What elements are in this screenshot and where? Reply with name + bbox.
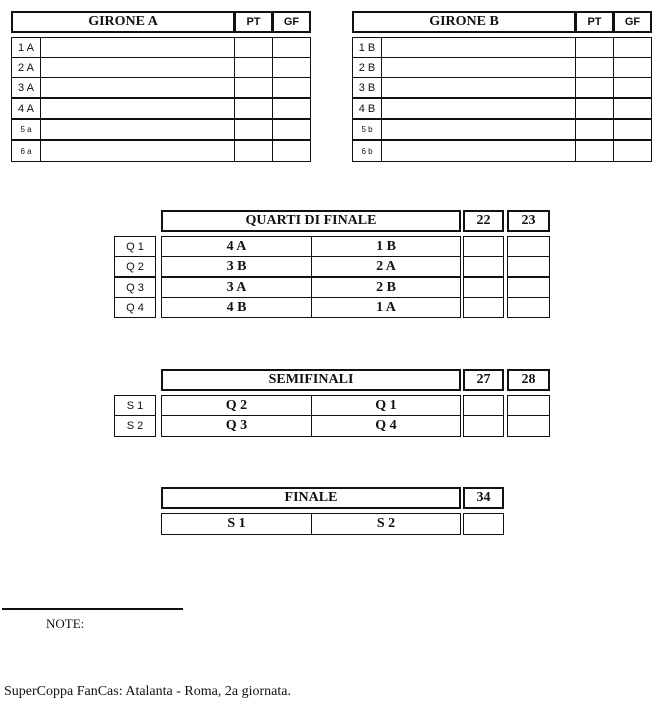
group-a-team-cell[interactable]	[40, 37, 235, 58]
group-b-gf-cell[interactable]	[613, 140, 652, 162]
group-b-row-label: 3 B	[352, 77, 382, 98]
quarter-home-team: 4 A	[161, 236, 312, 257]
group-b-row-label: 5 b	[352, 119, 382, 140]
quarter-away-team: 1 A	[311, 297, 461, 318]
quarter-score-22-cell[interactable]	[463, 256, 504, 277]
group-a-row-label: 2 A	[11, 57, 41, 78]
group-a-gf-cell[interactable]	[272, 140, 311, 162]
group-b-gf-cell[interactable]	[613, 37, 652, 58]
quarter-score-23-cell[interactable]	[507, 297, 550, 318]
notes-label: NOTE:	[46, 616, 85, 631]
quarter-home-team: 3 A	[161, 277, 312, 298]
semi-away-team: Q 1	[311, 395, 461, 416]
group-b-gf-cell[interactable]	[613, 77, 652, 98]
group-a-gf-cell[interactable]	[272, 77, 311, 98]
group-a-gf-cell[interactable]	[272, 119, 311, 140]
group-a-team-cell[interactable]	[40, 119, 235, 140]
group-a-row-label: 1 A	[11, 37, 41, 58]
final-away-team: S 2	[311, 513, 461, 535]
quarter-score-23-cell[interactable]	[507, 277, 550, 298]
group-a-pt-header: PT	[234, 11, 273, 33]
notes-divider	[2, 608, 183, 610]
quarter-label: Q 1	[114, 236, 156, 257]
quarter-label: Q 3	[114, 277, 156, 298]
group-b-pt-cell[interactable]	[575, 140, 614, 162]
group-b-team-cell[interactable]	[381, 140, 576, 162]
semi-score-27-cell[interactable]	[463, 415, 504, 437]
group-a-gf-cell[interactable]	[272, 98, 311, 119]
group-a-pt-cell[interactable]	[234, 57, 273, 78]
group-b-pt-cell[interactable]	[575, 119, 614, 140]
quarters-col-22-header: 22	[463, 210, 504, 232]
group-b-team-cell[interactable]	[381, 119, 576, 140]
group-b-title: GIRONE B	[352, 11, 576, 33]
group-b-team-cell[interactable]	[381, 57, 576, 78]
quarter-score-23-cell[interactable]	[507, 256, 550, 277]
group-a-team-cell[interactable]	[40, 77, 235, 98]
group-a-title: GIRONE A	[11, 11, 235, 33]
group-a-pt-cell[interactable]	[234, 98, 273, 119]
quarter-score-22-cell[interactable]	[463, 297, 504, 318]
quarter-label: Q 2	[114, 256, 156, 277]
group-b-gf-header: GF	[613, 11, 652, 33]
quarter-away-team: 2 A	[311, 256, 461, 277]
group-b-pt-cell[interactable]	[575, 37, 614, 58]
semi-score-28-cell[interactable]	[507, 395, 550, 416]
final-col-34-header: 34	[463, 487, 504, 509]
semi-score-27-cell[interactable]	[463, 395, 504, 416]
semis-col-28-header: 28	[507, 369, 550, 391]
quarters-title: QUARTI DI FINALE	[161, 210, 461, 232]
final-title: FINALE	[161, 487, 461, 509]
semi-home-team: Q 2	[161, 395, 312, 416]
group-b-pt-cell[interactable]	[575, 57, 614, 78]
quarter-score-23-cell[interactable]	[507, 236, 550, 257]
footer-caption: SuperCoppa FanCas: Atalanta - Roma, 2a giornata.	[4, 684, 291, 699]
semi-label: S 1	[114, 395, 156, 416]
group-a-gf-cell[interactable]	[272, 57, 311, 78]
group-b-row-label: 2 B	[352, 57, 382, 78]
quarter-label: Q 4	[114, 297, 156, 318]
semi-home-team: Q 3	[161, 415, 312, 437]
group-a-team-cell[interactable]	[40, 57, 235, 78]
group-b-gf-cell[interactable]	[613, 98, 652, 119]
group-a-row-label: 4 A	[11, 98, 41, 119]
group-a-row-label: 3 A	[11, 77, 41, 98]
group-a-pt-cell[interactable]	[234, 77, 273, 98]
group-b-row-label: 4 B	[352, 98, 382, 119]
group-a-pt-cell[interactable]	[234, 140, 273, 162]
semis-col-27-header: 27	[463, 369, 504, 391]
group-b-row-label: 1 B	[352, 37, 382, 58]
semi-score-28-cell[interactable]	[507, 415, 550, 437]
group-b-team-cell[interactable]	[381, 77, 576, 98]
final-score-34-cell[interactable]	[463, 513, 504, 535]
final-home-team: S 1	[161, 513, 312, 535]
group-b-pt-cell[interactable]	[575, 77, 614, 98]
group-b-gf-cell[interactable]	[613, 57, 652, 78]
quarter-home-team: 3 B	[161, 256, 312, 277]
semi-away-team: Q 4	[311, 415, 461, 437]
semi-label: S 2	[114, 415, 156, 437]
group-a-pt-cell[interactable]	[234, 37, 273, 58]
group-a-team-cell[interactable]	[40, 98, 235, 119]
group-a-pt-cell[interactable]	[234, 119, 273, 140]
group-a-team-cell[interactable]	[40, 140, 235, 162]
group-a-gf-cell[interactable]	[272, 37, 311, 58]
semis-title: SEMIFINALI	[161, 369, 461, 391]
group-b-pt-cell[interactable]	[575, 98, 614, 119]
group-b-gf-cell[interactable]	[613, 119, 652, 140]
quarter-home-team: 4 B	[161, 297, 312, 318]
quarter-away-team: 1 B	[311, 236, 461, 257]
quarters-col-23-header: 23	[507, 210, 550, 232]
group-b-team-cell[interactable]	[381, 37, 576, 58]
quarter-away-team: 2 B	[311, 277, 461, 298]
group-b-pt-header: PT	[575, 11, 614, 33]
group-a-row-label: 5 a	[11, 119, 41, 140]
group-a-gf-header: GF	[272, 11, 311, 33]
group-b-team-cell[interactable]	[381, 98, 576, 119]
quarter-score-22-cell[interactable]	[463, 277, 504, 298]
group-b-row-label: 6 b	[352, 140, 382, 162]
group-a-row-label: 6 a	[11, 140, 41, 162]
quarter-score-22-cell[interactable]	[463, 236, 504, 257]
